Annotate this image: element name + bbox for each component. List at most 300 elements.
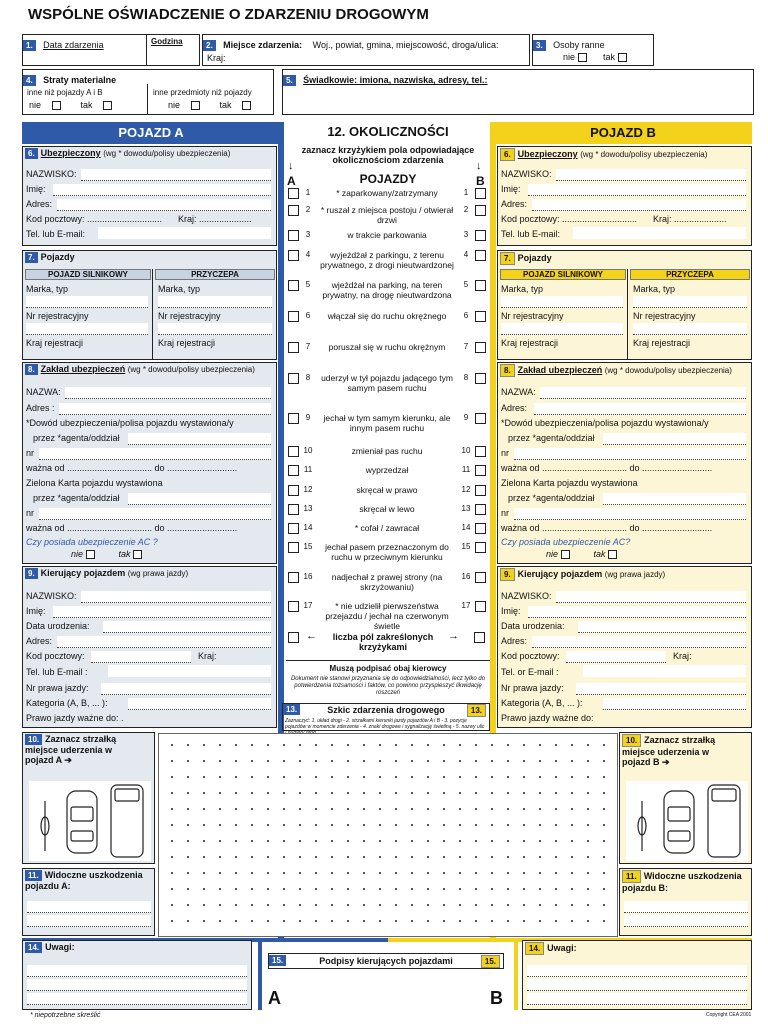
- grid-dot: [491, 904, 493, 906]
- grid-dot: [603, 904, 605, 906]
- grid-dot: [203, 856, 205, 858]
- b-greencard-agent-input[interactable]: [603, 493, 746, 505]
- time-label: Godzina: [151, 37, 183, 46]
- sketch-hint: Zaznaczyć: 1. układ drogi - 2. strzałkami kierunki jazdy pojazdów A i B - 3. pozycje pojazdów w momencie zderzenia - 4. znaki drogowe i sygnalizację świetlną - 5. nazwy ulic: [285, 718, 485, 730]
- date-label: Data zdarzenia: [43, 40, 104, 50]
- grid-dot: [267, 776, 269, 778]
- no-label: nie: [29, 100, 42, 110]
- b-insured-phone-input[interactable]: [573, 227, 746, 239]
- grid-dot: [235, 792, 237, 794]
- circumstance-number: 17: [303, 601, 313, 610]
- a-insurer-name-input[interactable]: [65, 387, 271, 399]
- b-driver-zip-input[interactable]: [566, 651, 666, 663]
- grid-dot: [459, 872, 461, 874]
- grid-dot: [299, 872, 301, 874]
- grid-dot: [427, 872, 429, 874]
- b-driver-birth-input[interactable]: [578, 621, 746, 633]
- b-motor-reg-input[interactable]: [501, 323, 623, 335]
- insurer-name-label: NAZWA:: [26, 387, 61, 397]
- grid-dot: [187, 744, 189, 746]
- grid-dot: [235, 920, 237, 922]
- grid-dot: [539, 840, 541, 842]
- agent-label: przez *agenta/oddział: [508, 493, 595, 503]
- grid-dot: [459, 856, 461, 858]
- driver-category-label: Kategoria (A, B, ... ):: [501, 698, 583, 708]
- b-driver-surname-input[interactable]: [556, 591, 746, 603]
- driver-birth-label: Data urodzenia:: [501, 621, 565, 631]
- b-circumstance-12-checkbox[interactable]: [475, 485, 486, 496]
- circumstance-number: 13: [303, 504, 313, 513]
- grid-dot: [171, 824, 173, 826]
- a-policy-nr-input[interactable]: [39, 448, 271, 460]
- grid-dot: [603, 760, 605, 762]
- driver-zip-label: Kod pocztowy:: [26, 651, 85, 661]
- grid-dot: [507, 776, 509, 778]
- grid-dot: [379, 776, 381, 778]
- a-trailer-make-input[interactable]: [158, 296, 272, 308]
- date-section: [22, 34, 200, 66]
- b-circumstance-15-checkbox[interactable]: [475, 542, 486, 553]
- vehicle-silhouettes-icon: [29, 781, 151, 861]
- b-insurer-address-input[interactable]: [534, 403, 746, 415]
- b-circumstance-13-checkbox[interactable]: [475, 504, 486, 515]
- b-insured-name-input[interactable]: [528, 184, 746, 196]
- b-driver-phone-input[interactable]: [583, 665, 746, 677]
- driver-name-label: Imię:: [501, 606, 521, 616]
- date-input[interactable]: [27, 51, 142, 63]
- grid-dot: [603, 840, 605, 842]
- grid-dot: [219, 888, 221, 890]
- b-circumstance-10-checkbox[interactable]: [475, 446, 486, 457]
- grid-dot: [251, 808, 253, 810]
- driver-country-label: Kraj:: [673, 651, 692, 661]
- grid-dot: [539, 856, 541, 858]
- time-input[interactable]: [151, 51, 195, 63]
- b-driver-address-input[interactable]: [532, 636, 746, 648]
- grid-dot: [203, 760, 205, 762]
- section-number: 10.: [622, 734, 641, 747]
- b-driver-category-input[interactable]: [603, 698, 746, 710]
- grid-dot: [379, 792, 381, 794]
- injured-no-checkbox[interactable]: [578, 53, 587, 62]
- b-circumstance-17-checkbox[interactable]: [475, 601, 486, 612]
- grid-dot: [171, 904, 173, 906]
- grid-dot: [363, 824, 365, 826]
- a-driver-address-input[interactable]: [57, 636, 271, 648]
- vehicle-a-remarks-section: [22, 940, 252, 1010]
- b-count-box[interactable]: [474, 632, 485, 643]
- grid-dot: [555, 792, 557, 794]
- b-circumstance-2-checkbox[interactable]: [475, 205, 486, 216]
- grid-dot: [539, 776, 541, 778]
- grid-dot: [363, 808, 365, 810]
- section-number: 13.: [283, 704, 300, 715]
- grid-dot: [363, 776, 365, 778]
- a-remarks-line-2[interactable]: [27, 979, 247, 991]
- a-insurer-address-input[interactable]: [59, 403, 271, 415]
- a-circumstance-10-checkbox[interactable]: [288, 446, 299, 457]
- grid-dot: [299, 744, 301, 746]
- b-motor-make-input[interactable]: [501, 296, 623, 308]
- a-impact-diagram[interactable]: [29, 781, 151, 861]
- a-driver-surname-input[interactable]: [81, 591, 271, 603]
- b-trailer-make-input[interactable]: [633, 296, 747, 308]
- a-insured-surname-input[interactable]: [81, 169, 271, 181]
- no-label: nie: [563, 52, 576, 62]
- grid-dot: [235, 872, 237, 874]
- driver-address-label: Adres:: [501, 636, 528, 646]
- grid-dot: [571, 840, 573, 842]
- b-circumstance-4-checkbox[interactable]: [475, 250, 486, 261]
- signature-b-field[interactable]: [388, 975, 484, 1009]
- a-remarks-line-1[interactable]: [27, 965, 247, 977]
- grid-dot: [251, 776, 253, 778]
- b-insured-surname-input[interactable]: [556, 169, 746, 181]
- signature-a-field[interactable]: [288, 975, 384, 1009]
- grid-dot: [475, 840, 477, 842]
- section-hint: (wg * dowodu/polisy ubezpieczenia): [604, 366, 732, 375]
- grid-dot: [171, 744, 173, 746]
- b-circumstance-7-checkbox[interactable]: [475, 342, 486, 353]
- reg-country-label: Kraj rejestracji: [501, 338, 559, 348]
- circumstance-number: 6: [463, 311, 469, 320]
- driver-license-label: Nr prawa jazdy:: [501, 683, 564, 693]
- damage-b-no-checkbox[interactable]: [191, 101, 200, 110]
- grid-dot: [539, 888, 541, 890]
- grid-dot: [603, 920, 605, 922]
- grid-dot: [475, 872, 477, 874]
- grid-dot: [395, 920, 397, 922]
- grid-dot: [299, 776, 301, 778]
- grid-dot: [539, 760, 541, 762]
- grid-dot: [587, 856, 589, 858]
- validity-label: ważna od .................................. do ............................: [501, 523, 713, 533]
- circumstance-number: 12: [461, 485, 471, 494]
- b-policy-agent-input[interactable]: [603, 433, 746, 445]
- signatures-header: [268, 953, 504, 969]
- grid-dot: [603, 824, 605, 826]
- grid-dot: [331, 888, 333, 890]
- circumstance-17-label: * nie udzielił pierwszeństwa przejazdu / jechał na czerwonym świetle: [325, 601, 449, 631]
- a-ac-no-checkbox[interactable]: [86, 550, 95, 559]
- grid-dot: [347, 840, 349, 842]
- a-circumstance-2-checkbox[interactable]: [288, 205, 299, 216]
- section-title: Widoczne uszkodzenia pojazdu B:: [622, 871, 742, 893]
- grid-dot: [555, 856, 557, 858]
- a-circumstance-7-checkbox[interactable]: [288, 342, 299, 353]
- circumstance-5-label: wjeżdżał na parking, na teren prywatny, na drogę nieutwardzona: [322, 280, 452, 300]
- validity-label: ważna od .................................. do ............................: [501, 463, 713, 473]
- grid-dot: [571, 744, 573, 746]
- circumstances-instruction: zaznacz krzyżykiem pola odpowiadające okolicznościom zdarzenia: [301, 145, 475, 165]
- circumstance-15-label: jechał pasem przeznaczonym do ruchu w przeciwnym kierunku: [325, 542, 449, 562]
- b-impact-diagram[interactable]: [626, 781, 748, 861]
- a-driver-birth-input[interactable]: [103, 621, 271, 633]
- circumstance-number: 11: [303, 465, 313, 474]
- vehicle-a-header: POJAZD A: [22, 122, 280, 144]
- b-circumstance-1-checkbox[interactable]: [475, 188, 486, 199]
- grid-dot: [491, 888, 493, 890]
- grid-dot: [363, 792, 365, 794]
- grid-dot: [539, 872, 541, 874]
- grid-dot: [395, 904, 397, 906]
- grid-dot: [219, 824, 221, 826]
- a-trailer-reg-input[interactable]: [158, 323, 272, 335]
- circumstance-number: 15: [303, 542, 313, 551]
- grid-dot: [347, 808, 349, 810]
- grid-dot: [523, 760, 525, 762]
- reg-country-label: Kraj rejestracji: [158, 338, 216, 348]
- a-circumstance-17-checkbox[interactable]: [288, 601, 299, 612]
- section-number: 1.: [23, 40, 36, 51]
- grid-dot: [347, 824, 349, 826]
- grid-dot: [603, 888, 605, 890]
- b-ac-no-checkbox[interactable]: [561, 550, 570, 559]
- circumstance-number: 4: [305, 250, 311, 259]
- b-trailer-reg-input[interactable]: [633, 323, 747, 335]
- b-damage-line-2[interactable]: [624, 915, 748, 927]
- driver-address-label: Adres:: [26, 636, 53, 646]
- grid-dot: [283, 920, 285, 922]
- witnesses-section: [282, 69, 754, 115]
- a-greencard-nr-input[interactable]: [39, 508, 271, 520]
- a-circumstance-5-checkbox[interactable]: [288, 280, 299, 291]
- b-circumstance-9-checkbox[interactable]: [475, 413, 486, 424]
- driver-category-label: Kategoria (A, B, ... ):: [26, 698, 108, 708]
- b-driver-name-input[interactable]: [528, 606, 746, 618]
- grid-dot: [603, 872, 605, 874]
- section-number: 11.: [25, 870, 42, 881]
- grid-dot: [443, 824, 445, 826]
- a-circumstance-12-checkbox[interactable]: [288, 485, 299, 496]
- grid-dot: [395, 760, 397, 762]
- driver-license-valid-label: Prawo jazdy ważne do: .: [26, 713, 124, 723]
- b-remarks-line-2[interactable]: [527, 979, 747, 991]
- b-circumstance-11-checkbox[interactable]: [475, 465, 486, 476]
- a-insured-address-input[interactable]: [57, 199, 271, 211]
- a-motor-make-input[interactable]: [26, 296, 148, 308]
- section-number: 14.: [525, 942, 544, 955]
- grid-dot: [187, 776, 189, 778]
- a-damage-line-1[interactable]: [27, 901, 151, 913]
- green-card-nr-label: nr: [26, 508, 35, 518]
- a-circumstance-1-checkbox[interactable]: [288, 188, 299, 199]
- grid-dot: [171, 920, 173, 922]
- a-insured-name-input[interactable]: [53, 184, 271, 196]
- grid-dot: [443, 888, 445, 890]
- grid-dot: [395, 744, 397, 746]
- grid-dot: [523, 920, 525, 922]
- grid-dot: [539, 744, 541, 746]
- grid-dot: [587, 920, 589, 922]
- section-title: Pojazdy: [517, 253, 552, 263]
- grid-dot: [251, 904, 253, 906]
- grid-dot: [507, 808, 509, 810]
- grid-dot: [459, 840, 461, 842]
- a-driver-zip-input[interactable]: [91, 651, 191, 663]
- a-driver-license-input[interactable]: [101, 683, 271, 695]
- section-number: 11.: [622, 870, 641, 883]
- motor-vehicle-header: POJAZD SILNIKOWY: [500, 269, 626, 280]
- driver-phone-label: Tel. lub E-mail :: [26, 667, 88, 677]
- grid-dot: [443, 760, 445, 762]
- a-insured-phone-input[interactable]: [98, 227, 271, 239]
- grid-dot: [443, 872, 445, 874]
- yes-label: tak: [80, 100, 93, 110]
- sketch-area[interactable]: [158, 733, 618, 937]
- b-ac-yes-checkbox[interactable]: [608, 550, 617, 559]
- b-circumstance-5-checkbox[interactable]: [475, 280, 486, 291]
- damage-section: [22, 69, 274, 115]
- grid-dot: [299, 888, 301, 890]
- grid-dot: [603, 776, 605, 778]
- driver-phone-label: Tel. or E-mail :: [501, 667, 559, 677]
- b-remarks-line-3[interactable]: [527, 993, 747, 1005]
- b-circumstance-8-checkbox[interactable]: [475, 373, 486, 384]
- b-circumstance-14-checkbox[interactable]: [475, 523, 486, 534]
- grid-dot: [411, 760, 413, 762]
- a-driver-phone-input[interactable]: [108, 665, 271, 677]
- grid-dot: [187, 824, 189, 826]
- grid-dot: [219, 856, 221, 858]
- circumstance-number: 5: [463, 280, 469, 289]
- a-driver-name-input[interactable]: [53, 606, 271, 618]
- damage-a-yes-checkbox[interactable]: [103, 101, 112, 110]
- signatures-title: Podpisy kierujących pojazdami: [319, 956, 453, 966]
- grid-dot: [235, 744, 237, 746]
- grid-dot: [363, 856, 365, 858]
- a-remarks-line-3[interactable]: [27, 993, 247, 1005]
- grid-dot: [411, 792, 413, 794]
- grid-dot: [251, 824, 253, 826]
- a-circumstance-16-checkbox[interactable]: [288, 572, 299, 583]
- section-title: Zakład ubezpieczeń: [517, 365, 603, 375]
- grid-dot: [507, 840, 509, 842]
- grid-dot: [587, 776, 589, 778]
- a-policy-agent-input[interactable]: [128, 433, 271, 445]
- injured-yes-checkbox[interactable]: [618, 53, 627, 62]
- country-label: Kraj: .....................: [178, 214, 252, 224]
- a-greencard-agent-input[interactable]: [128, 493, 271, 505]
- grid-dot: [427, 904, 429, 906]
- grid-dot: [283, 888, 285, 890]
- grid-dot: [299, 760, 301, 762]
- b-circumstance-6-checkbox[interactable]: [475, 311, 486, 322]
- place-country-input[interactable]: [233, 52, 523, 64]
- circumstance-11-label: wyprzedzał: [365, 465, 409, 475]
- b-policy-nr-input[interactable]: [514, 448, 746, 460]
- grid-dot: [363, 840, 365, 842]
- surname-label: NAZWISKO:: [501, 169, 552, 179]
- a-count-box[interactable]: [288, 632, 299, 643]
- grid-dot: [331, 920, 333, 922]
- grid-dot: [411, 776, 413, 778]
- grid-dot: [411, 856, 413, 858]
- damage-b-yes-checkbox[interactable]: [242, 101, 251, 110]
- grid-dot: [475, 744, 477, 746]
- a-circumstance-13-checkbox[interactable]: [288, 504, 299, 515]
- grid-dot: [315, 872, 317, 874]
- b-insurer-name-input[interactable]: [540, 387, 746, 399]
- grid-dot: [587, 808, 589, 810]
- b-circumstance-16-checkbox[interactable]: [475, 572, 486, 583]
- vehicle-b-impact-section: [619, 732, 752, 864]
- b-greencard-nr-input[interactable]: [514, 508, 746, 520]
- a-driver-category-input[interactable]: [128, 698, 271, 710]
- b-remarks-line-1[interactable]: [527, 965, 747, 977]
- a-circumstance-6-checkbox[interactable]: [288, 311, 299, 322]
- grid-dot: [475, 888, 477, 890]
- grid-dot: [267, 904, 269, 906]
- a-circumstance-14-checkbox[interactable]: [288, 523, 299, 534]
- a-motor-reg-input[interactable]: [26, 323, 148, 335]
- insurer-name-label: NAZWA:: [501, 387, 536, 397]
- section-title: Zaznacz strzałką miejsce uderzenia w pojazd A ➔: [25, 734, 117, 765]
- sketch-header: [282, 703, 490, 731]
- grid-dot: [459, 904, 461, 906]
- grid-dot: [491, 840, 493, 842]
- a-ac-yes-checkbox[interactable]: [133, 550, 142, 559]
- grid-dot: [523, 808, 525, 810]
- b-damage-line-1[interactable]: [624, 901, 748, 913]
- vehicle-a-driver-section: [22, 566, 277, 728]
- driver-license-valid-label: Prawo jazdy ważne do:: [501, 713, 594, 723]
- circumstance-number: 13: [461, 504, 471, 513]
- grid-dot: [427, 856, 429, 858]
- grid-dot: [331, 904, 333, 906]
- grid-dot: [267, 760, 269, 762]
- grid-dot: [187, 760, 189, 762]
- grid-dot: [523, 840, 525, 842]
- reg-country-label: Kraj rejestracji: [633, 338, 691, 348]
- a-circumstance-3-checkbox[interactable]: [288, 230, 299, 241]
- a-circumstance-15-checkbox[interactable]: [288, 542, 299, 553]
- no-label: nie: [168, 100, 181, 110]
- b-driver-license-input[interactable]: [576, 683, 746, 695]
- yes-label: tak: [118, 549, 131, 559]
- grid-dot: [475, 776, 477, 778]
- grid-dot: [443, 808, 445, 810]
- grid-dot: [363, 760, 365, 762]
- grid-dot: [219, 872, 221, 874]
- grid-dot: [379, 840, 381, 842]
- a-circumstance-11-checkbox[interactable]: [288, 465, 299, 476]
- column-a-label: A: [287, 174, 296, 188]
- grid-dot: [315, 760, 317, 762]
- circumstance-number: 5: [305, 280, 311, 289]
- grid-dot: [571, 776, 573, 778]
- place-section: [202, 34, 530, 66]
- grid-dot: [251, 744, 253, 746]
- grid-dot: [283, 904, 285, 906]
- grid-dot: [331, 744, 333, 746]
- witnesses-input[interactable]: [287, 86, 747, 112]
- a-circumstance-8-checkbox[interactable]: [288, 373, 299, 384]
- grid-dot: [283, 776, 285, 778]
- section-title: Zaznacz strzałką miejsce uderzenia w pojazd B ➔: [622, 735, 716, 767]
- grid-dot: [203, 792, 205, 794]
- grid-dot: [315, 856, 317, 858]
- damage-a-no-checkbox[interactable]: [52, 101, 61, 110]
- b-circumstance-3-checkbox[interactable]: [475, 230, 486, 241]
- a-circumstance-9-checkbox[interactable]: [288, 413, 299, 424]
- country-label: Kraj:: [207, 53, 226, 63]
- reg-country-label: Kraj rejestracji: [26, 338, 84, 348]
- b-insured-address-input[interactable]: [532, 199, 746, 211]
- grid-dot: [443, 920, 445, 922]
- a-circumstance-4-checkbox[interactable]: [288, 250, 299, 261]
- a-damage-line-2[interactable]: [27, 915, 151, 927]
